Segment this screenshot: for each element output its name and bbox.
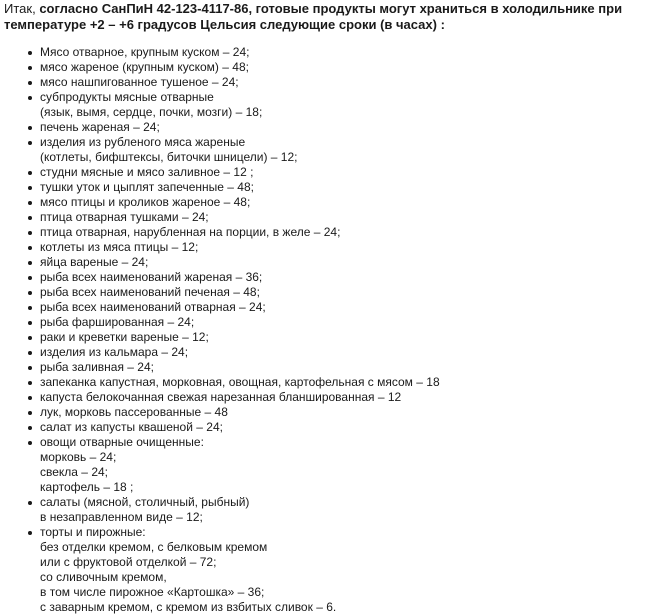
list-item-text: птица отварная тушками – 24;: [40, 210, 209, 224]
list-item: [28, 525, 655, 615]
list-item-text: субпродукты мясные отварные: [40, 90, 214, 104]
list-item-text: салат из капусты квашеной – 24;: [40, 420, 223, 434]
list-item: [28, 390, 655, 405]
list-item: [28, 435, 655, 495]
list-item-subline: свекла – 24;: [40, 465, 108, 479]
list-item: [28, 285, 655, 300]
list-item-text: запеканка капустная, морковная, овощная, картофельная с мясом – 18: [40, 375, 440, 389]
list-item: [28, 165, 655, 180]
list-item: [28, 345, 655, 360]
list-item: [28, 330, 655, 345]
list-item: [28, 180, 655, 195]
list-item: [28, 495, 655, 525]
list-item: [28, 375, 655, 390]
list-item-text: изделия из кальмара – 24;: [40, 345, 189, 359]
list-item-subline: в том числе пирожное «Картошка» – 36;: [40, 585, 265, 599]
list-item-subline: или с фруктовой отделкой – 72;: [40, 555, 217, 569]
list-item-text: лук, морковь пассерованные – 48: [40, 405, 228, 419]
list-item-text: мясо птицы и кроликов жареное – 48;: [40, 195, 251, 209]
intro-paragraph: [4, 1, 655, 33]
list-item: [28, 240, 655, 255]
list-item-text: птица отварная, нарубленная на порции, в желе – 24;: [40, 225, 341, 239]
list-item-text: мясо жареное (крупным куском) – 48;: [40, 60, 249, 74]
list-item-subline: (котлеты, бифштексы, биточки шницели) – 12;: [40, 150, 298, 164]
list-item-text: студни мясные и мясо заливное – 12 ;: [40, 165, 254, 179]
intro-lead: Итак,: [4, 1, 36, 16]
list-item-subline: с заварным кремом, с кремом из взбитых сливок – 6.: [40, 600, 337, 614]
list-item: [28, 210, 655, 225]
list-item: [28, 60, 655, 75]
intro-bold-text: согласно СанПиН 42-123-4117-86, готовые продукты могут храниться в холодильнике при температуре +2 – +6 градусов Цельсия следующие сроки (в часах) :: [4, 1, 623, 32]
list-item-subline: (язык, вымя, сердце, почки, мозги) – 18;: [40, 105, 263, 119]
list-item-subline: в незаправленном виде – 12;: [40, 510, 203, 524]
list-item: [28, 300, 655, 315]
list-item-text: раки и креветки вареные – 12;: [40, 330, 209, 344]
list-item-text: рыба заливная – 24;: [40, 360, 154, 374]
list-item: [28, 360, 655, 375]
list-item-subline: морковь – 24;: [40, 450, 117, 464]
list-item-text: котлеты из мяса птицы – 12;: [40, 240, 199, 254]
list-item: [28, 195, 655, 210]
list-item: [28, 45, 655, 60]
list-item-text: рыба всех наименований жареная – 36;: [40, 270, 263, 284]
list-item-text: торты и пирожные:: [40, 525, 146, 539]
list-item-text: тушки уток и цыплят запеченные – 48;: [40, 180, 254, 194]
list-item: [28, 420, 655, 435]
list-item-text: капуста белокочанная свежая нарезанная бланшированная – 12: [40, 390, 402, 404]
list-item: [28, 120, 655, 135]
list-item-text: рыба фаршированная – 24;: [40, 315, 195, 329]
list-item: [28, 225, 655, 240]
list-item: [28, 255, 655, 270]
list-item-subline: со сливочным кремом,: [40, 570, 167, 584]
list-item: [28, 75, 655, 90]
list-item: [28, 270, 655, 285]
list-item-text: овощи отварные очищенные:: [40, 435, 204, 449]
storage-times-list: [4, 45, 655, 615]
list-item: [28, 90, 655, 120]
list-item: [28, 315, 655, 330]
list-item: [28, 405, 655, 420]
list-item-text: изделия из рубленого мяса жареные: [40, 135, 246, 149]
list-item-text: салаты (мясной, столичный, рыбный): [40, 495, 250, 509]
list-item-text: яйца вареные – 24;: [40, 255, 149, 269]
list-item-subline: картофель – 18 ;: [40, 480, 134, 494]
list-item-text: Мясо отварное, крупным куском – 24;: [40, 45, 250, 59]
list-item-text: рыба всех наименований печеная – 48;: [40, 285, 260, 299]
list-item-text: рыба всех наименований отварная – 24;: [40, 300, 266, 314]
list-item-subline: без отделки кремом, с белковым кремом: [40, 540, 268, 554]
list-item: [28, 135, 655, 165]
list-item-text: печень жареная – 24;: [40, 120, 160, 134]
list-item-text: мясо нашпигованное тушеное – 24;: [40, 75, 239, 89]
